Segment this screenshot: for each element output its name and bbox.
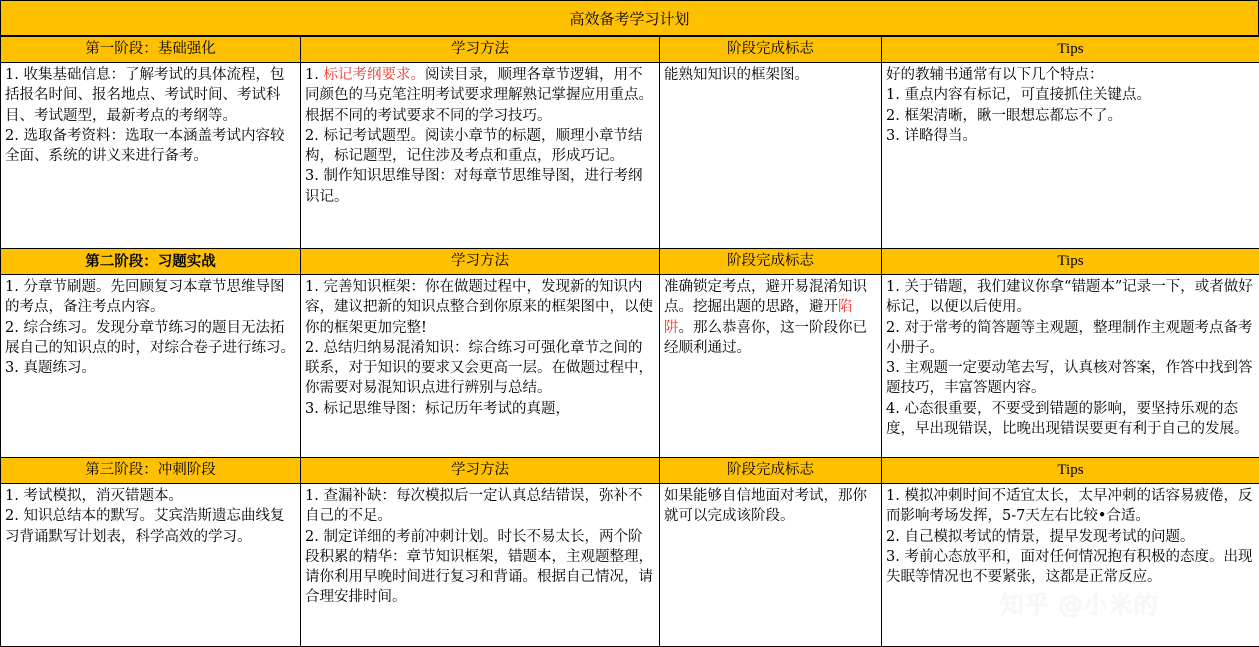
stage-3-tips-cell bbox=[882, 484, 1259, 647]
stage-1-header-row bbox=[1, 37, 1259, 63]
stage-2-tips-header: Tips bbox=[882, 249, 1259, 275]
stage-3-milestone-header: 阶段完成标志 bbox=[660, 458, 882, 484]
stage-1-basics-cell bbox=[1, 63, 301, 249]
stage-3-method-header: 学习方法 bbox=[301, 458, 660, 484]
stage-2-milestone-header: 阶段完成标志 bbox=[660, 249, 882, 275]
stage-2-basic-item: 1. 分章节刷题。先回顾复习本章节思维导图的考点，备注考点内容。 bbox=[5, 279, 285, 316]
stage-1-method-header: 学习方法 bbox=[301, 37, 660, 63]
stage-1-milestone-text: 能熟知知识的框架图。 bbox=[664, 67, 809, 83]
stage-3-content-row bbox=[1, 484, 1259, 647]
stage-2-tip-item: 1. 关于错题，我们建议你拿“错题本”记录一下，或者做好标记，以便以后使用。 bbox=[886, 279, 1253, 316]
stage-3-tip-item: 3. 考前心态放平和，面对任何情况抱有积极的态度。出现失眠等情况也不要紧张，这都是正常反应。 bbox=[886, 548, 1253, 586]
stage-2-tip-item: 3. 主观题一定要动笔去写，认真核对答案，作答中找到答题技巧，丰富答题内容。 bbox=[886, 360, 1253, 397]
stage-3-basic-item: 1. 考试模拟，消灭错题本。 bbox=[5, 488, 183, 504]
stage-1-tip-item: 好的教辅书通常有以下几个特点： bbox=[886, 67, 1104, 83]
stage-2-header-row bbox=[1, 249, 1259, 275]
stage-1-milestone-header: 阶段完成标志 bbox=[660, 37, 882, 63]
stage-1-methods-cell bbox=[301, 63, 660, 249]
stage-3-methods-cell bbox=[301, 484, 660, 647]
stage-1-basic-item: 1. 收集基础信息：了解考试的具体流程，包括报名时间、报名地点、考试时间、考试科目、考试题型，最新考点的考纲等。 bbox=[5, 67, 285, 124]
stage-1-method-item: 1. 标记考纲要求。阅读目录，顺理各章节逻辑，用不同颜色的马克笔注明考试要求理解熟记掌握应用重点。根据不同的考试要求不同的学习技巧。 bbox=[305, 67, 653, 124]
stage-3-header-row bbox=[1, 458, 1259, 484]
stage-2-milestone-text: 准确锁定考点，避开易混淆知识点。挖掘出题的思路，避开陷阱。那么恭喜你，这一阶段你已经顺利通过。 bbox=[664, 279, 867, 356]
highlight-text: 标记考纲要求。 bbox=[323, 67, 425, 83]
stage-2-label: 第二阶段：习题实战 bbox=[1, 249, 301, 275]
stage-2-method-item: 1. 完善知识框架：你在做题过程中，发现新的知识内容，建议把新的知识点整合到你原来的框架图中，以使你的框架更加完整! bbox=[305, 279, 653, 336]
stage-2-basic-item: 3. 真题练习。 bbox=[5, 360, 96, 377]
stage-2-method-header: 学习方法 bbox=[301, 249, 660, 275]
stage-2-tip-item: 2. 对于常考的简答题等主观题，整理制作主观题考点备考小册子。 bbox=[886, 319, 1253, 356]
study-plan-table bbox=[0, 36, 1259, 647]
stage-3-tip-item: 1. 模拟冲刺时间不适宜太长，太早冲刺的话容易疲倦，反而影响考场发挥，5-7天左右比较•合适。 bbox=[886, 488, 1253, 525]
stage-1-basic-item: 2. 选取备考资料：选取一本涵盖考试内容较全面、系统的讲义来进行备考。 bbox=[5, 127, 285, 165]
stage-2-content-row bbox=[1, 275, 1259, 458]
sheet-title: 高效备考学习计划 bbox=[0, 0, 1259, 36]
stage-2-method-item: 2. 总结归纳易混淆知识：综合练习可强化章节之间的联系，对于知识的要求又会更高一层。在做题过程中，你需要对易混知识点进行辨别与总结。 bbox=[305, 339, 653, 397]
stage-3-basic-item: 2. 知识总结本的默写。艾宾浩斯遗忘曲线复习背诵默写计划表，科学高效的学习。 bbox=[5, 508, 285, 545]
stage-1-method-item: 2. 标记考试题型。阅读小章节的标题，顺理小章节结构，标记题型，记住涉及考点和重点，形成巧记。 bbox=[305, 127, 643, 165]
stage-3-tip-item: 2. 自己模拟考试的情景，提早发现考试的问题。 bbox=[886, 528, 1195, 545]
stage-1-tips-cell bbox=[882, 63, 1259, 249]
stage-2-methods-cell bbox=[301, 275, 660, 458]
zhihu-watermark: 知乎 @小米的 bbox=[1000, 591, 1159, 619]
stage-1-label: 第一阶段：基础强化 bbox=[1, 37, 301, 63]
stage-3-basics-cell bbox=[1, 484, 301, 647]
stage-2-tip-item: 4. 心态很重要，不要受到错题的影响，要坚持乐观的态度，早出现错误，比晚出现错误要更有利于自己的发展。 bbox=[886, 400, 1249, 438]
stage-3-tips-header: Tips bbox=[882, 458, 1259, 484]
stage-2-basic-item: 2. 综合练习。发现分章节练习的题目无法拓展自己的知识点的时，对综合卷子进行练习。 bbox=[5, 319, 295, 356]
stage-2-tips-cell bbox=[882, 275, 1259, 458]
stage-3-method-item: 1. 查漏补缺：每次模拟后一定认真总结错误，弥补不自己的不足。 bbox=[305, 488, 643, 525]
stage-1-tip-item: 3. 详略得当。 bbox=[886, 127, 977, 144]
stage-1-tip-item: 2. 框架清晰，瞅一眼想忘都忘不了。 bbox=[886, 107, 1122, 124]
stage-1-milestone-cell bbox=[660, 63, 882, 249]
stage-1-content-row bbox=[1, 63, 1259, 249]
stage-2-milestone-cell bbox=[660, 275, 882, 458]
highlight-text: 陷阱 bbox=[664, 299, 853, 336]
stage-2-method-item: 3. 标记思维导图：标记历年考试的真题， bbox=[305, 400, 570, 417]
stage-2-basics-cell bbox=[1, 275, 301, 458]
stage-3-method-item: 2. 制定详细的考前冲刺计划。时长不易太长，两个阶段积累的精华：章节知识框架，错题本，主观题整理，请你利用早晚时间进行复习和背诵。根据自己情况，请合理安排时间。 bbox=[305, 528, 653, 606]
stage-1-tip-item: 1. 重点内容有标记，可直接抓住关键点。 bbox=[886, 87, 1151, 104]
stage-3-milestone-text: 如果能够自信地面对考试，那你就可以完成该阶段。 bbox=[664, 488, 867, 525]
stage-3-milestone-cell bbox=[660, 484, 882, 647]
stage-1-method-item: 3. 制作知识思维导图：对每章节思维导图，进行考纲识记。 bbox=[305, 168, 643, 205]
stage-1-tips-header: Tips bbox=[882, 37, 1259, 63]
stage-3-label: 第三阶段：冲刺阶段 bbox=[1, 458, 301, 484]
